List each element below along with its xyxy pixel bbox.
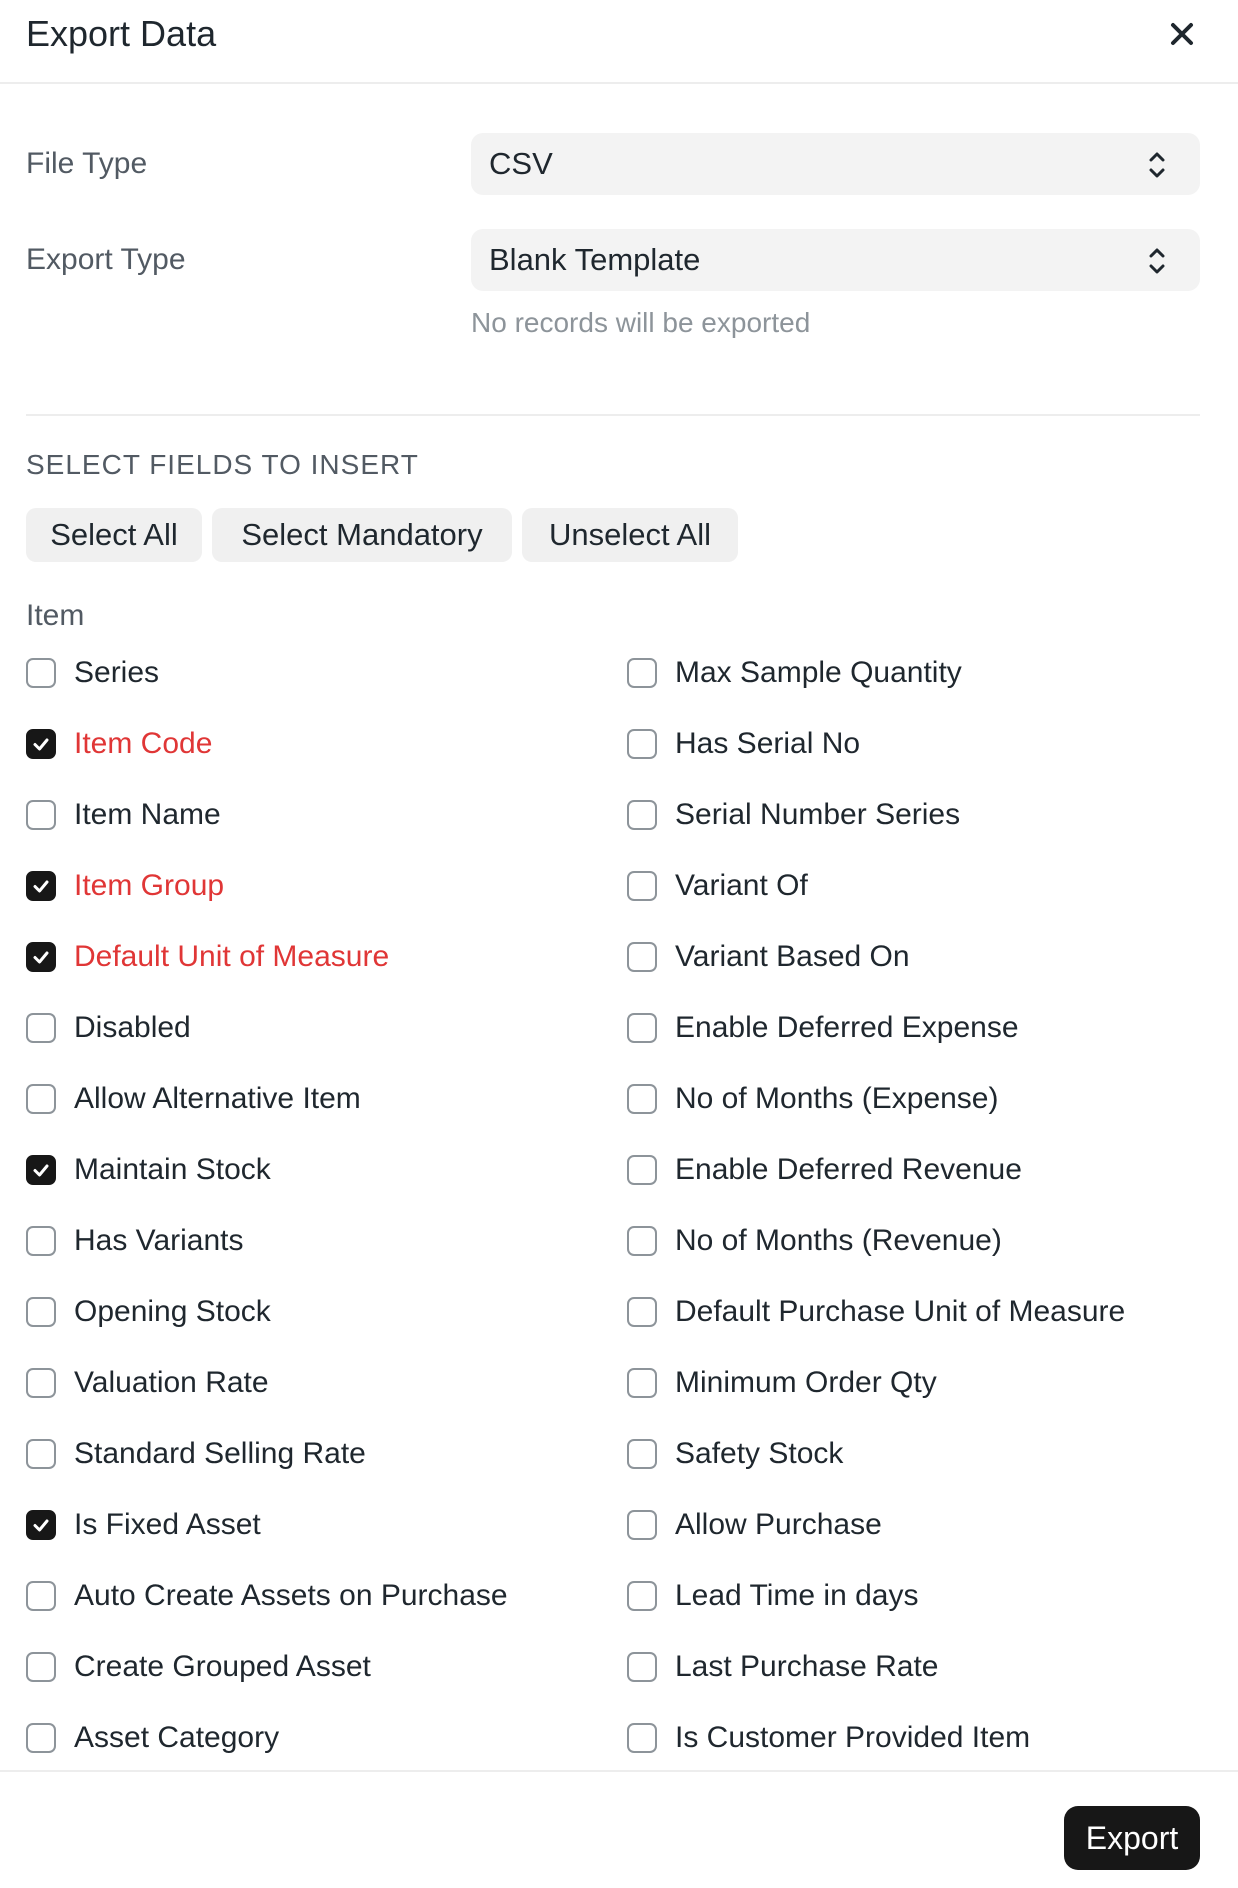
checkbox[interactable] (627, 1652, 657, 1682)
dialog-header (0, 0, 1238, 84)
field-checkbox-item[interactable] (26, 935, 389, 979)
divider (26, 414, 1200, 416)
field-checkbox-item[interactable] (627, 1290, 1125, 1334)
checkbox[interactable] (627, 1439, 657, 1469)
field-checkbox-item[interactable] (26, 1503, 261, 1547)
field-checkbox-label: Maintain Stock (74, 1153, 271, 1186)
checkbox-checked[interactable] (26, 729, 56, 759)
file-type-select[interactable] (471, 133, 1200, 195)
field-checkbox-label: Item Name (74, 798, 221, 831)
dialog-footer (0, 1770, 1238, 1888)
field-checkbox-item[interactable] (26, 1432, 366, 1476)
field-checkbox-label: Allow Alternative Item (74, 1082, 361, 1115)
section-title: SELECT FIELDS TO INSERT (26, 449, 419, 480)
field-checkbox-label: Safety Stock (675, 1437, 844, 1470)
checkbox[interactable] (627, 729, 657, 759)
select-chevron-icon (1148, 149, 1166, 181)
field-checkbox-item[interactable] (627, 722, 860, 766)
export-type-help: No records will be exported (471, 307, 811, 338)
checkbox-checked[interactable] (26, 1155, 56, 1185)
select-mandatory-button[interactable]: Select Mandatory (212, 508, 512, 562)
field-checkbox-item[interactable] (26, 864, 224, 908)
dialog-title: Export Data (26, 13, 217, 54)
field-checkbox-item[interactable] (26, 1148, 271, 1192)
checkbox[interactable] (627, 1723, 657, 1753)
checkbox[interactable] (627, 1581, 657, 1611)
field-checkbox-label: Has Variants (74, 1224, 244, 1257)
checkbox[interactable] (627, 1226, 657, 1256)
field-checkbox-item[interactable] (26, 651, 159, 695)
export-type-value: Blank Template (489, 242, 701, 277)
field-checkbox-item[interactable] (627, 1006, 1019, 1050)
field-checkbox-label: Enable Deferred Expense (675, 1011, 1019, 1044)
field-checkbox-label: No of Months (Expense) (675, 1082, 999, 1115)
checkbox[interactable] (26, 1297, 56, 1327)
field-checkbox-label: Variant Based On (675, 940, 910, 973)
field-checkbox-item[interactable] (26, 793, 221, 837)
field-checkbox-item[interactable] (26, 722, 212, 766)
checkbox[interactable] (627, 1013, 657, 1043)
field-checkbox-item[interactable] (26, 1006, 191, 1050)
field-checkbox-item[interactable] (627, 1361, 937, 1405)
field-checkbox-label: Allow Purchase (675, 1508, 882, 1541)
field-checkbox-label: Serial Number Series (675, 798, 961, 831)
checkbox[interactable] (26, 1723, 56, 1753)
field-checkbox-label: Has Serial No (675, 727, 861, 760)
field-checkbox-item[interactable] (627, 1148, 1022, 1192)
checkbox[interactable] (26, 800, 56, 830)
field-checkbox-item[interactable] (627, 1219, 1002, 1263)
field-checkbox-item[interactable] (627, 1503, 882, 1547)
field-checkbox-label: Item Group (74, 869, 225, 902)
unselect-all-button[interactable]: Unselect All (522, 508, 738, 562)
field-checkbox-label: No of Months (Revenue) (675, 1224, 1002, 1257)
checkbox[interactable] (627, 1510, 657, 1540)
field-checkbox-label: Enable Deferred Revenue (675, 1153, 1022, 1186)
field-checkbox-item[interactable] (627, 1716, 1030, 1760)
field-checkbox-label: Opening Stock (74, 1295, 271, 1328)
field-checkbox-label: Standard Selling Rate (74, 1437, 366, 1470)
field-checkbox-label: Lead Time in days (675, 1579, 919, 1612)
field-checkbox-label: Default Purchase Unit of Measure (675, 1295, 1126, 1328)
field-checkbox-item[interactable] (627, 1574, 918, 1618)
checkbox[interactable] (627, 1084, 657, 1114)
close-icon[interactable] (1162, 14, 1202, 54)
field-checkbox-item[interactable] (627, 1432, 843, 1476)
field-checkbox-label: Last Purchase Rate (675, 1650, 939, 1683)
export-type-label: Export Type (26, 243, 186, 276)
checkbox[interactable] (627, 942, 657, 972)
checkbox[interactable] (627, 871, 657, 901)
file-type-label: File Type (26, 147, 148, 180)
field-checkbox-item[interactable] (26, 1361, 269, 1405)
field-checkbox-item[interactable] (627, 793, 960, 837)
field-checkbox-label: Valuation Rate (74, 1366, 269, 1399)
field-checkbox-item[interactable] (627, 935, 910, 979)
checkbox-checked[interactable] (26, 1510, 56, 1540)
field-checkbox-label: Item Code (74, 727, 213, 760)
field-checkbox-item[interactable] (26, 1716, 279, 1760)
checkbox[interactable] (26, 1013, 56, 1043)
checkbox[interactable] (26, 1439, 56, 1469)
field-checkbox-item[interactable] (26, 1219, 244, 1263)
checkbox-checked[interactable] (26, 871, 56, 901)
checkbox[interactable] (26, 1226, 56, 1256)
field-checkbox-item[interactable] (26, 1645, 371, 1689)
checkbox[interactable] (627, 800, 657, 830)
field-checkbox-label: Create Grouped Asset (74, 1650, 371, 1683)
field-checkbox-item[interactable] (627, 864, 808, 908)
field-checkbox-item[interactable] (627, 1645, 938, 1689)
field-checkbox-label: Variant Of (675, 869, 808, 902)
checkbox[interactable] (627, 658, 657, 688)
field-checkbox-label: Max Sample Quantity (675, 656, 962, 689)
field-checkbox-label: Auto Create Assets on Purchase (74, 1579, 508, 1612)
field-checkbox-label: Asset Category (74, 1721, 280, 1754)
export-button[interactable]: Export (1064, 1806, 1200, 1870)
checkbox[interactable] (627, 1297, 657, 1327)
checkbox[interactable] (26, 1084, 56, 1114)
select-all-button[interactable]: Select All (26, 508, 202, 562)
checkbox[interactable] (26, 658, 56, 688)
select-chevron-icon (1148, 245, 1166, 277)
export-type-select[interactable] (471, 229, 1200, 291)
field-checkbox-label: Is Customer Provided Item (675, 1721, 1031, 1754)
field-checkbox-label: Is Fixed Asset (74, 1508, 261, 1541)
field-checkbox-label: Series (74, 656, 160, 689)
field-checkbox-item[interactable] (26, 1574, 508, 1618)
checkbox[interactable] (26, 1652, 56, 1682)
field-checkbox-label: Default Unit of Measure (74, 940, 390, 973)
checkbox[interactable] (26, 1581, 56, 1611)
field-checkbox-item[interactable] (627, 1077, 998, 1121)
file-type-value: CSV (489, 146, 553, 181)
checkbox[interactable] (26, 1368, 56, 1398)
group-label-item: Item (26, 599, 85, 632)
field-checkbox-item[interactable] (26, 1290, 271, 1334)
field-checkbox-item[interactable] (627, 651, 962, 695)
field-checkbox-label: Disabled (74, 1011, 191, 1044)
field-checkbox-label: Minimum Order Qty (675, 1366, 937, 1399)
field-checkbox-item[interactable] (26, 1077, 361, 1121)
checkbox-checked[interactable] (26, 942, 56, 972)
checkbox[interactable] (627, 1155, 657, 1185)
checkbox[interactable] (627, 1368, 657, 1398)
